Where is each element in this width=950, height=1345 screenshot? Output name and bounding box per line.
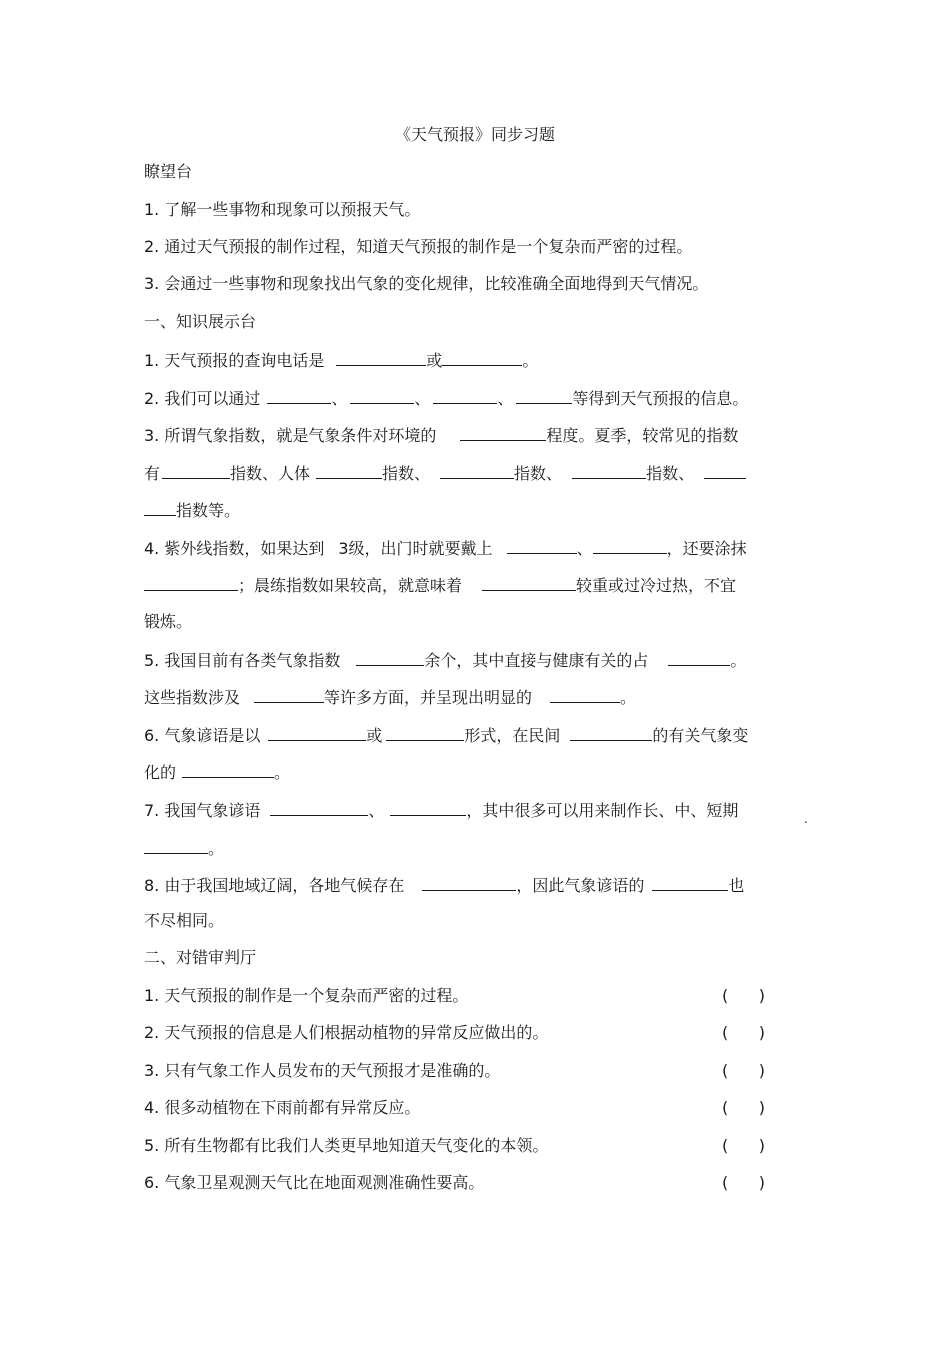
judge-item-6: 6. 气象卫星观测天气比在地面观测准确性要高。	[144, 1173, 485, 1192]
judge-item-3: 3. 只有气象工作人员发布的天气预报才是准确的。	[144, 1061, 501, 1080]
judge-item-1: 1. 天气预报的制作是一个复杂而严密的过程。	[144, 986, 469, 1005]
q3-blank-5[interactable]	[572, 461, 646, 479]
q7-text-b: 、	[368, 801, 385, 820]
question-4-line-1	[144, 536, 809, 560]
q2-text-a: 2. 我们可以通过	[144, 389, 261, 408]
question-4-line-3: 锻炼。	[144, 612, 193, 631]
q6-text-f: 。	[274, 763, 291, 782]
q5-blank-2[interactable]	[668, 648, 730, 666]
judge-answer-4[interactable]: ( )	[722, 1098, 765, 1117]
q3-blank-4[interactable]	[440, 461, 514, 479]
q2-blank-2[interactable]	[350, 386, 414, 404]
q6-text-c: 形式，在民间	[464, 726, 561, 745]
lookout-item-2: 2. 通过天气预报的制作过程，知道天气预报的制作是一个复杂而严密的过程。	[144, 237, 693, 256]
q4-blank-2[interactable]	[593, 536, 667, 554]
question-3-line-2	[144, 461, 809, 485]
q5-blank-1[interactable]	[356, 648, 424, 666]
q4-blank-3[interactable]	[144, 573, 238, 591]
q6-text-a: 6. 气象谚语是以	[144, 726, 261, 745]
q5-blank-4[interactable]	[550, 685, 620, 703]
question-3-line-3	[144, 498, 809, 522]
q5-text-e: 等许多方面，并呈现出明显的	[324, 688, 533, 707]
lookout-item-3: 3. 会通过一些事物和现象找出气象的变化规律，比较准确全面地得到天气情况。	[144, 274, 709, 293]
q5-text-c: 。	[730, 651, 747, 670]
q3-text-e: 指数、	[382, 464, 431, 483]
judge-answer-5[interactable]: ( )	[722, 1136, 765, 1155]
q3-blank-2[interactable]	[162, 461, 230, 479]
q1-blank-1[interactable]	[336, 348, 426, 366]
q7-blank-3[interactable]	[144, 836, 208, 854]
q5-text-d: 这些指数涉及	[144, 688, 241, 707]
q3-blank-1[interactable]	[460, 423, 546, 441]
q2-blank-4[interactable]	[516, 386, 572, 404]
q1-text-b: 或	[426, 351, 443, 370]
q3-blank-6[interactable]	[704, 461, 746, 479]
question-5-line-2	[144, 685, 809, 709]
q3-text-d: 指数、人体	[230, 464, 311, 483]
q5-text-a: 5. 我国目前有各类气象指数	[144, 651, 341, 670]
judge-answer-2[interactable]: ( )	[722, 1023, 765, 1042]
knowledge-heading: 一、知识展示台	[144, 312, 257, 331]
worksheet-title: 《天气预报》同步习题	[394, 125, 555, 144]
q3-text-g: 指数、	[646, 464, 695, 483]
q6-blank-1[interactable]	[268, 723, 366, 741]
q4-text-b: 3级，出门时就要戴上	[338, 539, 493, 558]
q3-text-c: 有	[144, 464, 161, 483]
question-8-line-1	[144, 873, 809, 897]
q6-blank-4[interactable]	[182, 760, 274, 778]
q1-text-a: 1. 天气预报的查询电话是	[144, 351, 325, 370]
q7-text-d: 。	[208, 839, 225, 858]
q2-blank-3[interactable]	[433, 386, 497, 404]
q4-text-c: 、	[576, 539, 593, 558]
q2-sep-1: 、	[331, 389, 348, 408]
q3-text-a: 3. 所谓气象指数，就是气象条件对环境的	[144, 426, 437, 445]
q5-blank-3[interactable]	[254, 685, 324, 703]
lookout-heading: 瞭望台	[144, 162, 193, 181]
q4-blank-4[interactable]	[482, 573, 576, 591]
q4-blank-1[interactable]	[507, 536, 577, 554]
q8-text-a: 8. 由于我国地域辽阔，各地气候存在	[144, 876, 405, 895]
question-2	[144, 386, 809, 410]
q4-text-e: ；晨练指数如果较高，就意味着	[238, 576, 463, 595]
q3-text-b: 程度。夏季，较常见的指数	[546, 426, 739, 445]
q4-text-f: 较重或过冷过热，不宜	[576, 576, 737, 595]
question-5-line-1	[144, 648, 809, 672]
question-7-line-2	[144, 836, 809, 860]
q7-text-c: ，其中很多可以用来制作长、中、短期	[466, 801, 739, 820]
q3-text-f: 指数、	[514, 464, 563, 483]
q6-blank-3[interactable]	[570, 723, 652, 741]
question-6-line-2	[144, 760, 809, 784]
q8-text-c: 也	[728, 876, 745, 895]
q4-text-d: ，还要涂抹	[666, 539, 747, 558]
q5-text-f: 。	[620, 688, 637, 707]
question-1	[144, 348, 809, 372]
q6-text-e: 化的	[144, 763, 177, 782]
question-3-line-1	[144, 423, 809, 447]
q6-blank-2[interactable]	[386, 723, 464, 741]
q2-text-e: 等得到天气预报的信息。	[572, 389, 749, 408]
q8-blank-1[interactable]	[422, 873, 516, 891]
q3-blank-6-cont[interactable]	[144, 498, 176, 516]
q1-text-c: 。	[522, 351, 539, 370]
q3-text-h: 指数等。	[176, 501, 241, 520]
q6-text-d: 的有关气象变	[652, 726, 749, 745]
judge-answer-3[interactable]: ( )	[722, 1061, 765, 1080]
q8-blank-2[interactable]	[652, 873, 728, 891]
q4-text-a: 4. 紫外线指数，如果达到	[144, 539, 325, 558]
q7-text-a: 7. 我国气象谚语	[144, 801, 261, 820]
q3-blank-3[interactable]	[316, 461, 382, 479]
q7-blank-2[interactable]	[390, 798, 466, 816]
q2-sep-3: 、	[497, 389, 514, 408]
q2-sep-2: 、	[414, 389, 431, 408]
stray-dot: .	[804, 812, 808, 826]
judge-answer-6[interactable]: ( )	[722, 1173, 765, 1192]
question-7-line-1	[144, 798, 809, 822]
q1-blank-2[interactable]	[442, 348, 522, 366]
q2-blank-1[interactable]	[267, 386, 331, 404]
judge-heading: 二、对错审判厅	[144, 948, 257, 967]
judge-answer-1[interactable]: ( )	[722, 986, 765, 1005]
q7-blank-1[interactable]	[270, 798, 368, 816]
q6-text-b: 或	[366, 726, 383, 745]
judge-item-4: 4. 很多动植物在下雨前都有异常反应。	[144, 1098, 421, 1117]
q8-text-b: ，因此气象谚语的	[516, 876, 645, 895]
judge-item-5: 5. 所有生物都有比我们人类更早地知道天气变化的本领。	[144, 1136, 549, 1155]
judge-item-2: 2. 天气预报的信息是人们根据动植物的异常反应做出的。	[144, 1023, 549, 1042]
q5-text-b: 余个，其中直接与健康有关的占	[424, 651, 649, 670]
question-8-line-2: 不尽相同。	[144, 911, 225, 930]
question-4-line-2	[144, 573, 809, 597]
lookout-item-1: 1. 了解一些事物和现象可以预报天气。	[144, 200, 421, 219]
question-6-line-1	[144, 723, 809, 747]
